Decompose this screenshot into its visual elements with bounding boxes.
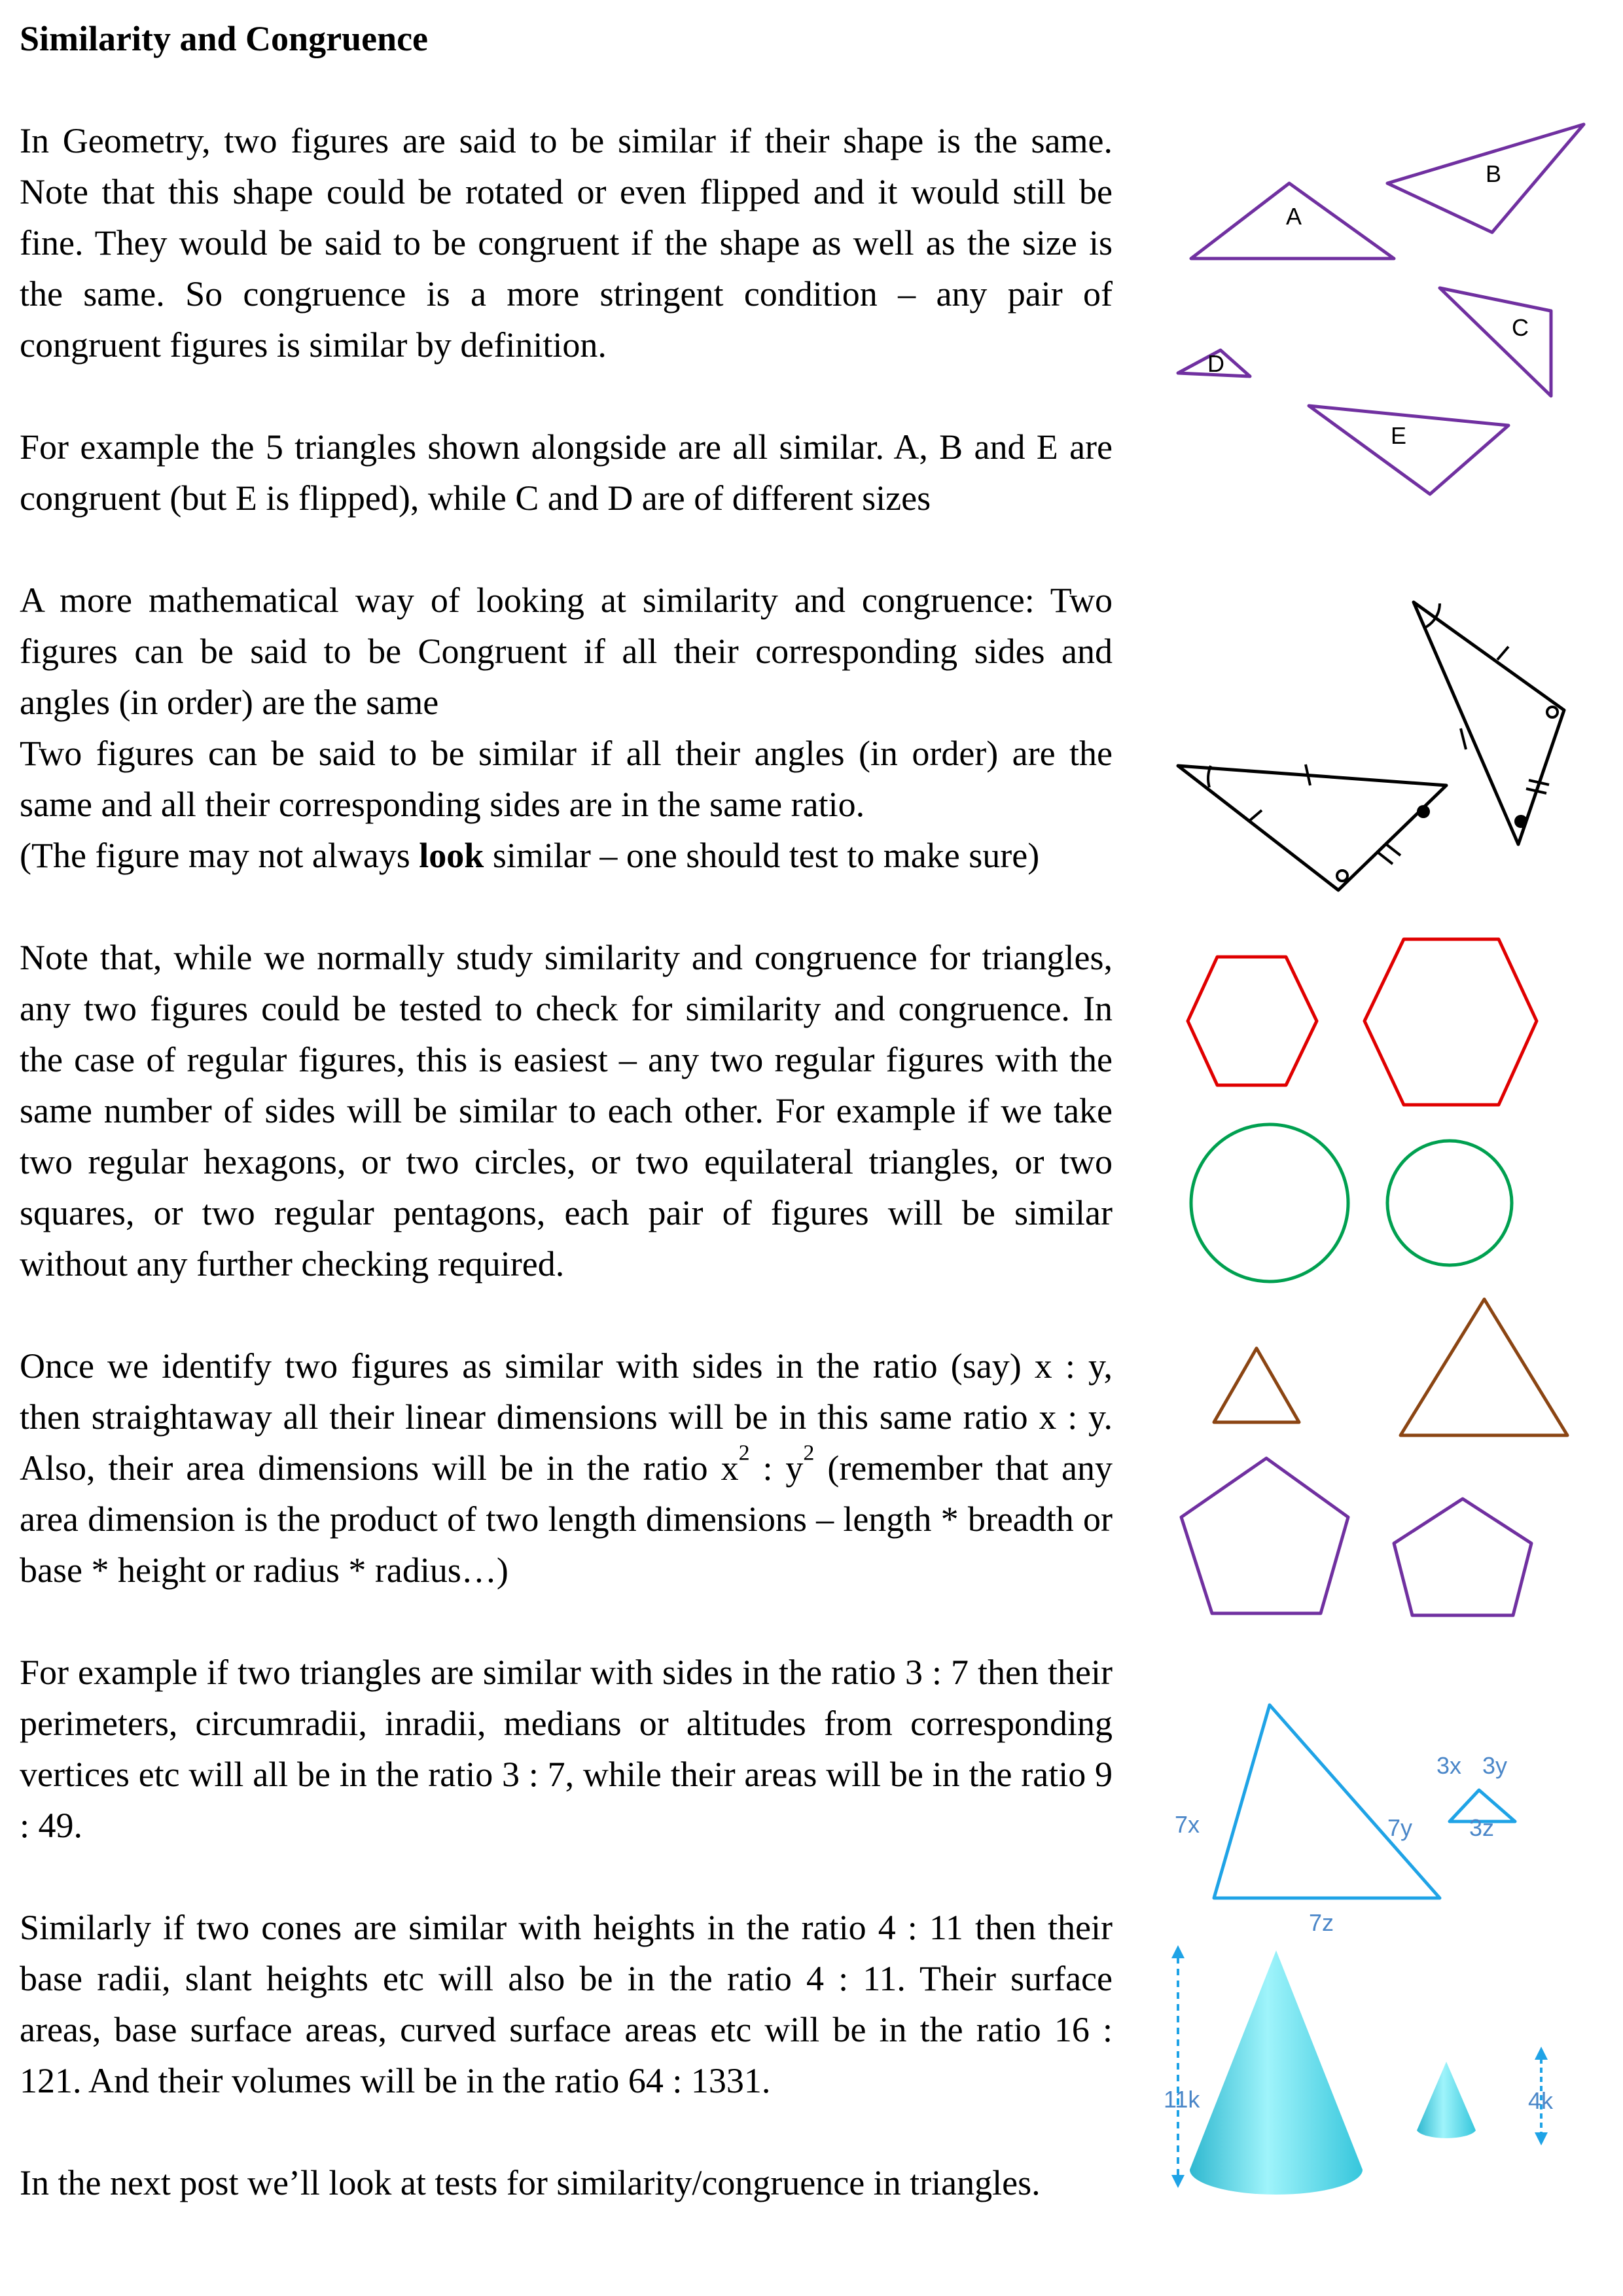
congruent-triangles-figure xyxy=(1152,589,1610,903)
large-cone xyxy=(1190,1950,1363,2195)
large-side-base-label: 7z xyxy=(1309,1909,1334,1936)
closing-paragraph: In the next post we’ll look at tests for similarity/congruence in triangles. xyxy=(20,2163,1041,2202)
similar-definition-paragraph: Two figures can be said to be similar if all their angles (in order) are the same and all their corresponding sides are in the same ratio. xyxy=(20,734,1113,824)
triangle-c-label: C xyxy=(1512,314,1529,341)
small-side-right-label: 3y xyxy=(1482,1752,1508,1779)
intro-paragraph: In Geometry, two figures are said to be similar if their shape is the same. Note that this shape could be rotated or even flipped and it would still be fine. They would be said to be congruent if the shape as well as the size is the same. So congruence is a more stringent condition – any pair of congruent figures is similar by definition. xyxy=(20,121,1113,365)
large-side-left-label: 7x xyxy=(1175,1811,1200,1838)
ratio-paragraph: Once we identify two figures as similar with sides in the ratio (say) x : y, then straightaway all their linear dimensions will be in this same ratio x : y. Also, their area dimensions will be in the ratio $x^2$ : $y^2$ (remember that any area dimension is the product of two length dimensions – length * breadth or base * height or radius * radius…) xyxy=(20,1346,1113,1590)
triangle-a-label: A xyxy=(1286,203,1302,230)
similar-cones-figure xyxy=(1152,1937,1610,2225)
equilateral-triangle-large xyxy=(1400,1299,1567,1435)
small-cone xyxy=(1417,2062,1476,2138)
triangle-b-label: B xyxy=(1486,160,1502,187)
cone-ratio-paragraph: Similarly if two cones are similar with heights in the ratio 4 : 11 then their base radii, slant heights etc will also be in the ratio 4 : 11. Their surface areas, base surface areas, curved surface areas etc will be in the ratio 16 : 121. And their volumes will be in the ratio 64 : 1331. xyxy=(20,1908,1113,2100)
small-cone-label: 4k xyxy=(1528,2087,1554,2114)
triangle-d-label: D xyxy=(1207,350,1224,377)
article-body xyxy=(20,13,1113,2208)
hexagon-small xyxy=(1188,957,1317,1085)
triangle-c xyxy=(1440,288,1551,396)
congruent-triangle-right xyxy=(1414,602,1564,844)
circle-small xyxy=(1387,1141,1512,1265)
triangle-e-label: E xyxy=(1391,422,1407,449)
small-side-base-label: 3z xyxy=(1469,1814,1495,1841)
look-emphasis: look xyxy=(419,836,484,875)
equilateral-triangle-small xyxy=(1214,1348,1299,1422)
triangles-example-paragraph: For example the 5 triangles shown alongside are all similar. A, B and E are congruent (but E is flipped), while C and D are of different sizes xyxy=(20,427,1113,518)
large-side-right-label: 7y xyxy=(1387,1814,1413,1841)
small-side-left-label: 3x xyxy=(1436,1752,1462,1779)
large-cone-label: 11k xyxy=(1164,2086,1200,2113)
look-note-paragraph: (The figure may not always look similar – one should test to make sure) xyxy=(20,836,1040,875)
hexagon-large xyxy=(1364,939,1537,1105)
pentagon-large xyxy=(1181,1458,1348,1613)
pentagon-small xyxy=(1394,1499,1531,1615)
page-title: Similarity and Congruence xyxy=(20,19,429,58)
large-triangle xyxy=(1214,1705,1440,1898)
regular-figures-figure xyxy=(1152,929,1610,1649)
congruent-triangle-left xyxy=(1178,766,1446,890)
similar-triangles-figure xyxy=(1152,111,1610,511)
triangle-ratio-paragraph: For example if two triangles are similar with sides in the ratio 3 : 7 then their perimeters, circumradii, inradii, medians or altitudes from corresponding vertices etc will all be in the ratio 3 : 7, while their areas will be in the ratio 9 : 49. xyxy=(20,1653,1113,1845)
ratio-triangles-figure xyxy=(1152,1676,1610,1937)
math-definition-paragraph: A more mathematical way of looking at similarity and congruence: Two figures can be said to be Congruent if all their corresponding sides and angles (in order) are the same xyxy=(20,581,1113,722)
triangle-e xyxy=(1309,406,1508,494)
circle-large xyxy=(1191,1124,1348,1282)
regular-figures-paragraph: Note that, while we normally study similarity and congruence for triangles, any two figures could be tested to check for similarity and congruence. In the case of regular figures, this is easiest – any two regular figures with the same number of sides will be similar to each other. For example if we take two regular hexagons, or two circles, or two equilateral triangles, or two squares, or two regular pentagons, each pair of figures will be similar without any further checking required. xyxy=(20,938,1113,1283)
